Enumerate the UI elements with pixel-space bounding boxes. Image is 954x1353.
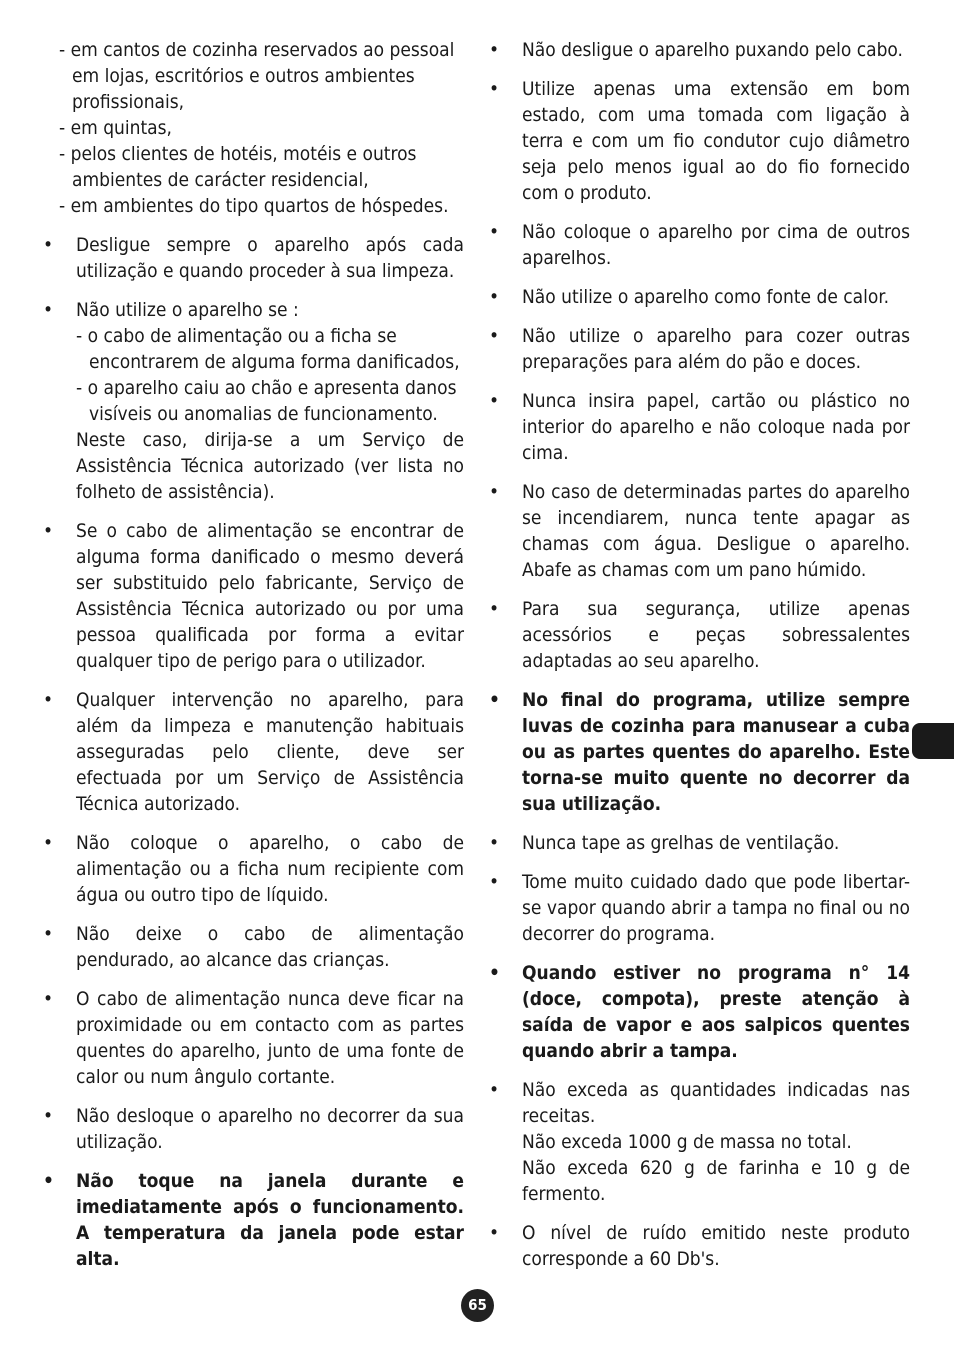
bullet-line: • Não exceda as quantidades indicadas nas receitas. xyxy=(522,1079,910,1127)
dash-item: - em cantos de cozinha reservados ao pessoal em lojas, escritórios e outros ambientes profissionais, xyxy=(59,39,455,113)
bullet-item: • Tome muito cuidado dado que pode libertar-se vapor quando abrir a tampa no final ou no decorrer do programa. xyxy=(505,869,910,947)
section-tab-marker xyxy=(912,723,954,759)
bullet-item-warning: • Não toque na janela durante e imediatamente após o funcionamento. A temperatura da janela pode estar alta. xyxy=(59,1168,464,1272)
bullet-item: • Não desligue o aparelho puxando pelo cabo. xyxy=(505,37,910,63)
dash-item: - em quintas, xyxy=(59,117,172,139)
bullet-intro: • Não utilize o aparelho se : xyxy=(76,299,299,321)
bullet-item: • No caso de determinadas partes do aparelho se incendiarem, nunca tente apagar as chamas com água. Desligue o aparelho. Abafe as chamas com um pano húmido. xyxy=(505,479,910,583)
dash-item: - o cabo de alimentação ou a ficha se encontrarem de alguma forma danificados, xyxy=(76,325,460,373)
bullet-item: • Não utilize o aparelho como fonte de calor. xyxy=(505,284,910,310)
bullet-item: • Não utilize o aparelho para cozer outras preparações para além do pão e doces. xyxy=(505,323,910,375)
bullet-note: Neste caso, dirija-se a um Serviço de Assistência Técnica autorizado (ver lista no folheto de assistência). xyxy=(76,429,464,503)
bullet-item: • O cabo de alimentação nunca deve ficar na proximidade ou em contacto com as partes quentes do aparelho, junto de uma fonte de calor ou num ângulo cortante. xyxy=(59,986,464,1090)
bullet-item: • Não coloque o aparelho, o cabo de alimentação ou a ficha num recipiente com água ou outro tipo de líquido. xyxy=(59,830,464,908)
bullet-item xyxy=(59,297,464,505)
bullet-item: • Utilize apenas uma extensão em bom estado, com uma tomada com ligação à terra e com um fio condutor cujo diâmetro seja pelo menos igual ao do fio fornecido com o produto. xyxy=(505,76,910,206)
bullet-item-warning: • No final do programa, utilize sempre luvas de cozinha para manusear a cuba ou as partes quentes do aparelho. Este torna-se muito quente no decorrer da sua utilização. xyxy=(505,687,910,817)
bullet-item: • Nunca insira papel, cartão ou plástico no interior do aparelho e não coloque nada por cima. xyxy=(505,388,910,466)
bullet-item: • O nível de ruído emitido neste produto corresponde a 60 Db's. xyxy=(505,1220,910,1272)
bullet-item: • Não desloque o aparelho no decorrer da sua utilização. xyxy=(59,1103,464,1155)
dash-item: - o aparelho caiu ao chão e apresenta danos visíveis ou anomalias de funcionamento. xyxy=(76,377,457,425)
bullet-item: • Nunca tape as grelhas de ventilação. xyxy=(505,830,910,856)
bullet-item: • Se o cabo de alimentação se encontrar de alguma forma danificado o mesmo deverá ser substituido pelo fabricante, Serviço de Assistência Técnica autorizado ou por uma pessoa qualificada por forma a evitar qualquer tipo de perigo para o utilizador. xyxy=(59,518,464,674)
bullet-item xyxy=(505,1077,910,1207)
dash-item: - em ambientes do tipo quartos de hóspedes. xyxy=(59,195,449,217)
bullet-item: • Não coloque o aparelho por cima de outros aparelhos. xyxy=(505,219,910,271)
right-column xyxy=(505,37,910,1272)
dash-item: - pelos clientes de hotéis, motéis e outros ambientes de carácter residencial, xyxy=(59,143,417,191)
bullet-item: • Qualquer intervenção no aparelho, para além da limpeza e manutenção habituais asseguradas pelo cliente, deve ser efectuada por um Serviço de Assistência Técnica autorizado. xyxy=(59,687,464,817)
bullet-line: Não exceda 620 g de farinha e 10 g de fermento. xyxy=(522,1157,910,1205)
bullet-item-warning: • Quando estiver no programa n° 14 (doce, compota), preste atenção à saída de vapor e aos salpicos quentes quando abrir a tampa. xyxy=(505,960,910,1064)
bullet-line: Não exceda 1000 g de massa no total. xyxy=(522,1131,852,1153)
bullet-item: • Não deixe o cabo de alimentação pendurado, ao alcance das crianças. xyxy=(59,921,464,973)
bullet-item: • Desligue sempre o aparelho após cada utilização e quando proceder à sua limpeza. xyxy=(59,232,464,284)
left-column xyxy=(59,37,464,1272)
page-number: 65 xyxy=(461,1289,494,1322)
bullet-item: • Para sua segurança, utilize apenas acessórios e peças sobressalentes adaptadas ao seu aparelho. xyxy=(505,596,910,674)
